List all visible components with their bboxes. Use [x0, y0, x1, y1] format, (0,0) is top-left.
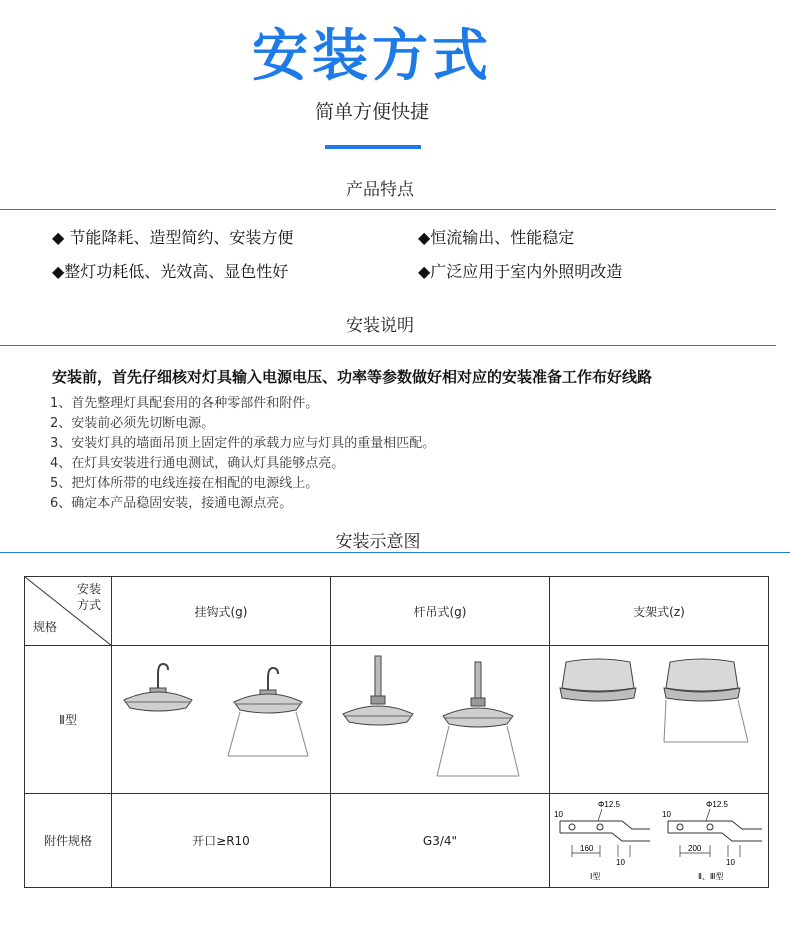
feature-item: ◆恒流输出、性能稳定: [418, 228, 575, 247]
step-item: 1、首先整理灯具配套用的各种零部件和附件。: [50, 396, 319, 411]
column-header-hook: 挂钩式(g): [112, 577, 331, 646]
table-corner-cell: [25, 577, 112, 646]
step-item: 2、安装前必须先切断电源。: [50, 416, 215, 431]
row-header-accessory: 附件规格: [25, 794, 112, 888]
bracket-drawing-type1: [554, 800, 650, 881]
accessory-rod-value: G3/4": [331, 794, 550, 888]
accessory-bracket-drawings: [550, 794, 769, 888]
step-item: 6、确定本产品稳固安装，接通电源点亮。: [50, 496, 293, 511]
bracket2-label: Ⅱ、Ⅲ型: [698, 872, 724, 881]
step-item: 4、在灯具安装进行通电测试，确认灯具能够点亮。: [50, 456, 345, 471]
rod-mount-illustration: [331, 646, 550, 794]
column-header-rod: 杆吊式(g): [331, 577, 550, 646]
accessory-hook-value: 开口≥R10: [112, 794, 331, 888]
bracket2-d3: 10: [726, 858, 735, 867]
bracket2-d1: 10: [662, 810, 671, 819]
bracket1-d1: 10: [554, 810, 563, 819]
column-header-bracket: 支架式(z): [550, 577, 769, 646]
hook-mount-illustration: [112, 646, 331, 794]
page-subtitle: 简单方便快捷: [314, 101, 429, 123]
bracket1-phi: Φ12.5: [598, 800, 620, 809]
bracket2-d2: 200: [688, 844, 702, 853]
instructions-divider: [0, 345, 776, 346]
bracket-mount-illustration: [550, 646, 769, 794]
feature-item: ◆ 节能降耗、造型简约、安装方便: [52, 228, 294, 247]
corner-label-method: 方式: [76, 598, 101, 612]
feature-item: ◆广泛应用于室内外照明改造: [418, 262, 623, 281]
features-divider: [0, 209, 776, 210]
installation-table: [24, 576, 769, 888]
bracket2-phi: Φ12.5: [706, 800, 728, 809]
row-header-type: Ⅱ型: [25, 646, 112, 794]
page-title: 安装方式: [252, 24, 492, 89]
step-item: 3、安装灯具的墙面吊顶上固定件的承载力应与灯具的重量相匹配。: [50, 436, 436, 451]
title-underline: [325, 145, 421, 149]
step-item: 5、把灯体所带的电线连接在相配的电源线上。: [50, 476, 319, 491]
instructions-heading: 安装说明: [346, 316, 414, 336]
corner-header-method: [77, 581, 101, 613]
corner-label-install: 安装: [76, 582, 101, 596]
diagram-heading: 安装示意图: [335, 532, 421, 552]
feature-item: ◆整灯功耗低、光效高、显色性好: [52, 262, 289, 281]
features-heading: 产品特点: [346, 180, 414, 200]
instructions-steps: [50, 394, 435, 514]
bracket1-d2: 160: [580, 844, 594, 853]
bracket1-d3: 10: [616, 858, 625, 867]
bracket-drawing-type2: [662, 800, 762, 881]
instructions-lead: 安装前，首先仔细核对灯具输入电源电压、功率等参数做好相对应的安装准备工作布好线路: [52, 368, 653, 386]
corner-header-spec: 规格: [33, 620, 58, 634]
diagram-divider: [0, 552, 790, 553]
bracket1-label: Ⅰ型: [590, 872, 601, 881]
